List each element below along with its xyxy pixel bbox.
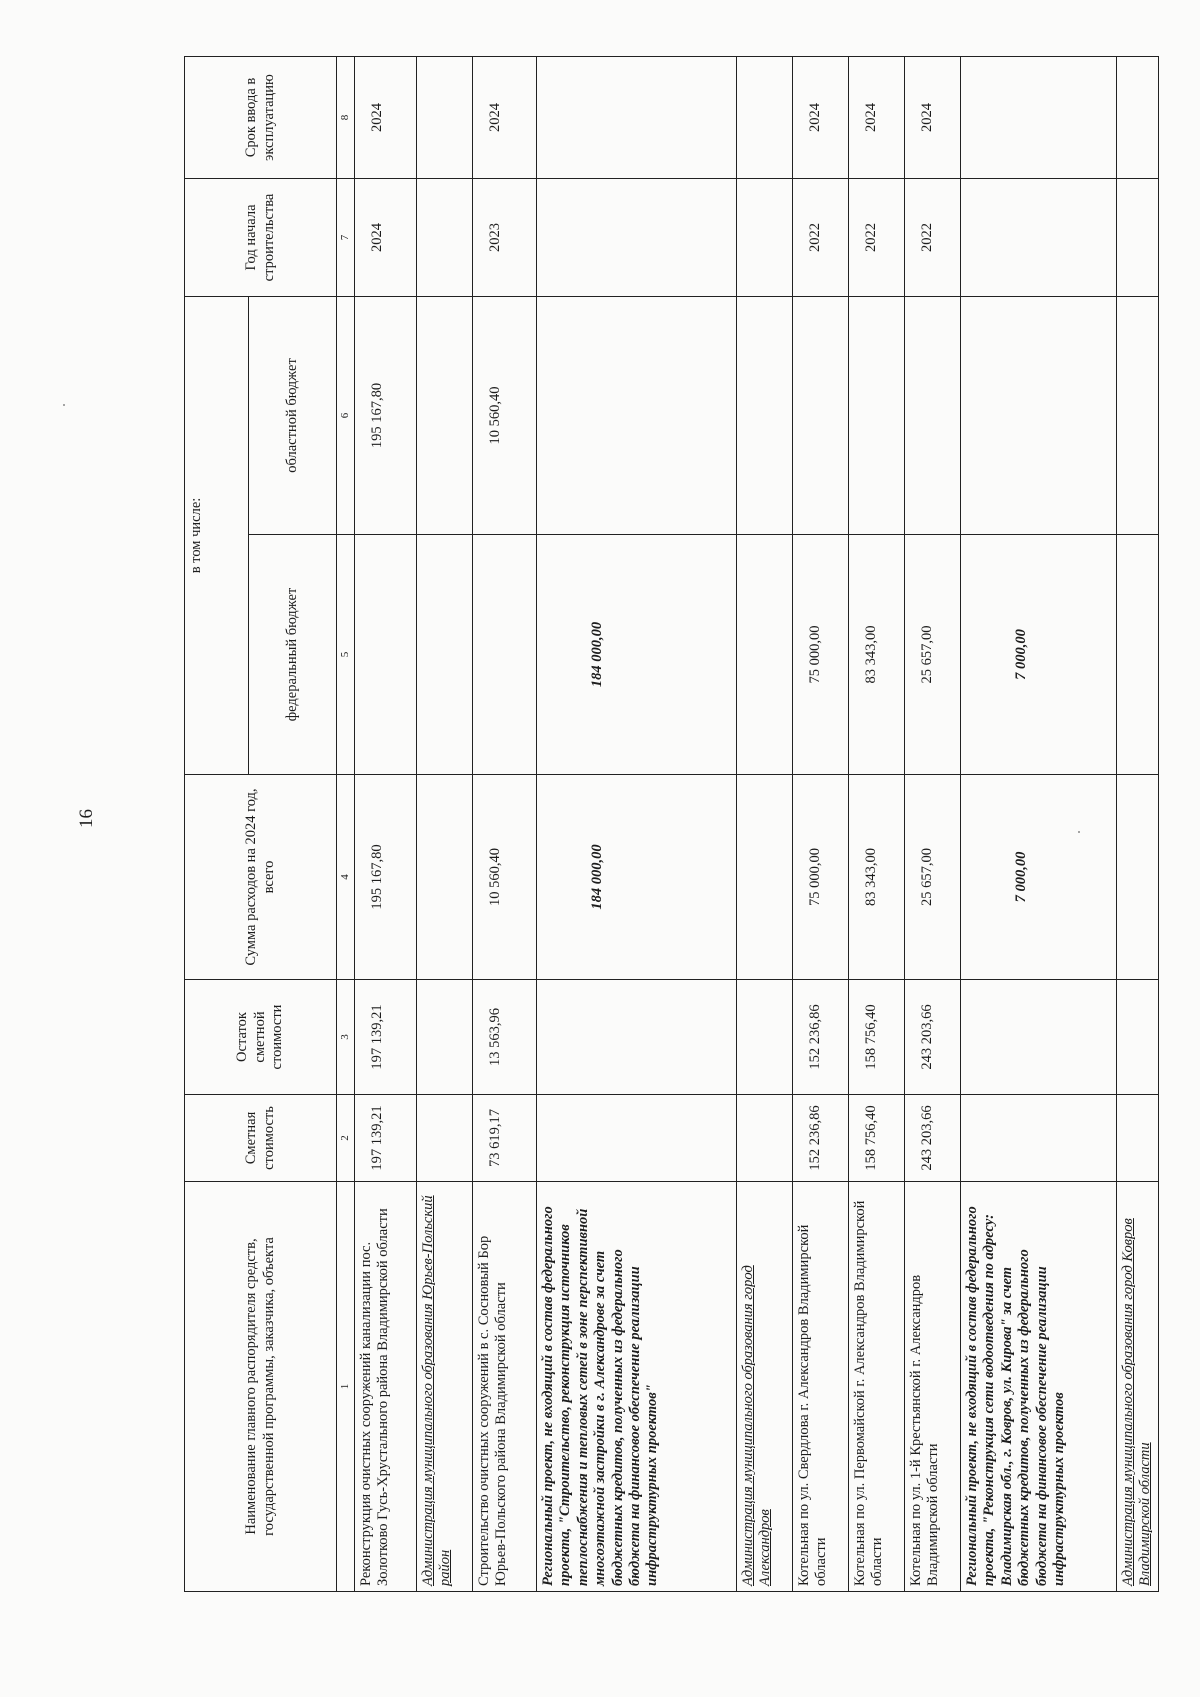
col-number: 8 — [337, 57, 355, 179]
cell-ostatok: 158 756,40 — [849, 980, 905, 1095]
header-oblast: областной бюджет — [249, 297, 337, 535]
cell-end — [961, 57, 1117, 179]
cell-oblast — [417, 297, 473, 535]
cell-ostatok — [1117, 980, 1159, 1095]
cell-federal — [737, 535, 793, 775]
cell-oblast — [905, 297, 961, 535]
cell-oblast — [793, 297, 849, 535]
cell-smeta: 197 139,21 — [355, 1095, 417, 1182]
cell-ostatok: 152 236,86 — [793, 980, 849, 1095]
cell-start: 2024 — [355, 179, 417, 297]
table-row — [537, 57, 737, 1592]
cell-start: 2023 — [473, 179, 537, 297]
cell-ostatok — [537, 980, 737, 1095]
col-number: 4 — [337, 775, 355, 980]
cell-summa — [737, 775, 793, 980]
header-ostatok: Остаток сметной стоимости — [185, 980, 337, 1095]
cell-summa: 10 560,40 — [473, 775, 537, 980]
header-srok: Срок ввода в эксплуатацию — [185, 57, 337, 179]
rotated-table-container — [184, 57, 1154, 1592]
cell-oblast — [849, 297, 905, 535]
cell-federal: 75 000,00 — [793, 535, 849, 775]
cell-federal — [417, 535, 473, 775]
cell-end: 2024 — [473, 57, 537, 179]
cell-name: Региональный проект, не входящий в состав федерального проекта, "Реконструкция сети водоотведения по адресу: Владимирская обл., г. Ковров, ул. Кирова" за счет бюджетных кредитов, полученных из федерального бюджета на финансовое обеспечение реализации инфраструктурных проектов — [961, 1182, 1117, 1592]
cell-summa — [417, 775, 473, 980]
cell-oblast — [537, 297, 737, 535]
cell-start: 2022 — [793, 179, 849, 297]
table-row — [793, 57, 849, 1592]
cell-name: Региональный проект, не входящий в состав федерального проекта, "Строительство, реконструкция источников теплоснабжения и тепловых сетей в зоне перспективной многоэтажной застройки в г. Александрове за счет бюджетных кредитов, полученных из федерального бюджета на финансовое обеспечение реализации инфраструктурных проектов" — [537, 1182, 737, 1592]
cell-smeta: 158 756,40 — [849, 1095, 905, 1182]
cell-name: Администрация муниципального образования Юрьев-Польский район — [417, 1182, 473, 1592]
table-row — [417, 57, 473, 1592]
scan-speck — [63, 404, 65, 406]
cell-federal: 7 000,00 — [961, 535, 1117, 775]
cell-summa: 195 167,80 — [355, 775, 417, 980]
cell-start — [737, 179, 793, 297]
cell-smeta: 152 236,86 — [793, 1095, 849, 1182]
cell-oblast — [1117, 297, 1159, 535]
page-number: 16 — [76, 809, 97, 828]
col-number: 5 — [337, 535, 355, 775]
header-v-tom-chisle: в том числе: — [185, 297, 249, 775]
cell-name: Строительство очистных сооружений в с. Сосновый Бор Юрьев-Польского района Владимирской области — [473, 1182, 537, 1592]
cell-end — [1117, 57, 1159, 179]
cell-oblast — [737, 297, 793, 535]
cell-start: 2022 — [849, 179, 905, 297]
cell-smeta: 73 619,17 — [473, 1095, 537, 1182]
cell-smeta — [961, 1095, 1117, 1182]
header-smeta: Сметная стоимость — [185, 1095, 337, 1182]
cell-federal — [1117, 535, 1159, 775]
header-god-nachala: Год начала строительства — [185, 179, 337, 297]
cell-start — [417, 179, 473, 297]
cell-end: 2024 — [849, 57, 905, 179]
cell-smeta: 243 203,66 — [905, 1095, 961, 1182]
header-federal: федеральный бюджет — [249, 535, 337, 775]
table-row — [355, 57, 417, 1592]
cell-name: Администрация муниципального образования город Ковров Владимирской области — [1117, 1182, 1159, 1592]
header-name: Наименование главного распорядителя средств, государственной программы, заказчика, объекта — [185, 1182, 337, 1592]
cell-name: Котельная по ул. 1-й Крестьянской г. Александров Владимирской области — [905, 1182, 961, 1592]
cell-start: 2022 — [905, 179, 961, 297]
cell-end: 2024 — [905, 57, 961, 179]
table-row — [961, 57, 1117, 1592]
col-number: 2 — [337, 1095, 355, 1182]
table-row — [737, 57, 793, 1592]
cell-smeta — [537, 1095, 737, 1182]
cell-oblast: 10 560,40 — [473, 297, 537, 535]
budget-table — [184, 56, 1159, 1592]
col-number: 3 — [337, 980, 355, 1095]
col-number: 6 — [337, 297, 355, 535]
cell-name: Реконструкция очистных сооружений канализации пос. Золотково Гусь-Хрустального района Владимирской области — [355, 1182, 417, 1592]
cell-summa: 184 000,00 — [537, 775, 737, 980]
cell-federal — [473, 535, 537, 775]
table-row — [473, 57, 537, 1592]
cell-oblast — [961, 297, 1117, 535]
cell-summa: 25 657,00 — [905, 775, 961, 980]
cell-federal: 184 000,00 — [537, 535, 737, 775]
table-row — [905, 57, 961, 1592]
cell-start — [961, 179, 1117, 297]
cell-smeta — [737, 1095, 793, 1182]
cell-summa: 83 343,00 — [849, 775, 905, 980]
cell-end — [537, 57, 737, 179]
cell-start — [1117, 179, 1159, 297]
cell-ostatok: 13 563,96 — [473, 980, 537, 1095]
cell-start — [537, 179, 737, 297]
table-row — [1117, 57, 1159, 1592]
cell-summa: 7 000,00 — [961, 775, 1117, 980]
header-summa: Сумма расходов на 2024 год, всего — [185, 775, 337, 980]
cell-federal: 25 657,00 — [905, 535, 961, 775]
cell-summa — [1117, 775, 1159, 980]
cell-smeta — [417, 1095, 473, 1182]
cell-end: 2024 — [355, 57, 417, 179]
cell-end — [737, 57, 793, 179]
cell-name: Котельная по ул. Свердлова г. Александров Владимирской области — [793, 1182, 849, 1592]
cell-ostatok: 197 139,21 — [355, 980, 417, 1095]
cell-ostatok — [961, 980, 1117, 1095]
cell-end — [417, 57, 473, 179]
cell-federal: 83 343,00 — [849, 535, 905, 775]
cell-smeta — [1117, 1095, 1159, 1182]
cell-end: 2024 — [793, 57, 849, 179]
cell-ostatok: 243 203,66 — [905, 980, 961, 1095]
cell-name: Котельная по ул. Первомайской г. Александров Владимирской области — [849, 1182, 905, 1592]
table-row — [849, 57, 905, 1592]
cell-ostatok — [737, 980, 793, 1095]
cell-name: Администрация муниципального образования город Александров — [737, 1182, 793, 1592]
cell-federal — [355, 535, 417, 775]
cell-summa: 75 000,00 — [793, 775, 849, 980]
col-number: 1 — [337, 1182, 355, 1592]
cell-ostatok — [417, 980, 473, 1095]
col-number: 7 — [337, 179, 355, 297]
cell-oblast: 195 167,80 — [355, 297, 417, 535]
